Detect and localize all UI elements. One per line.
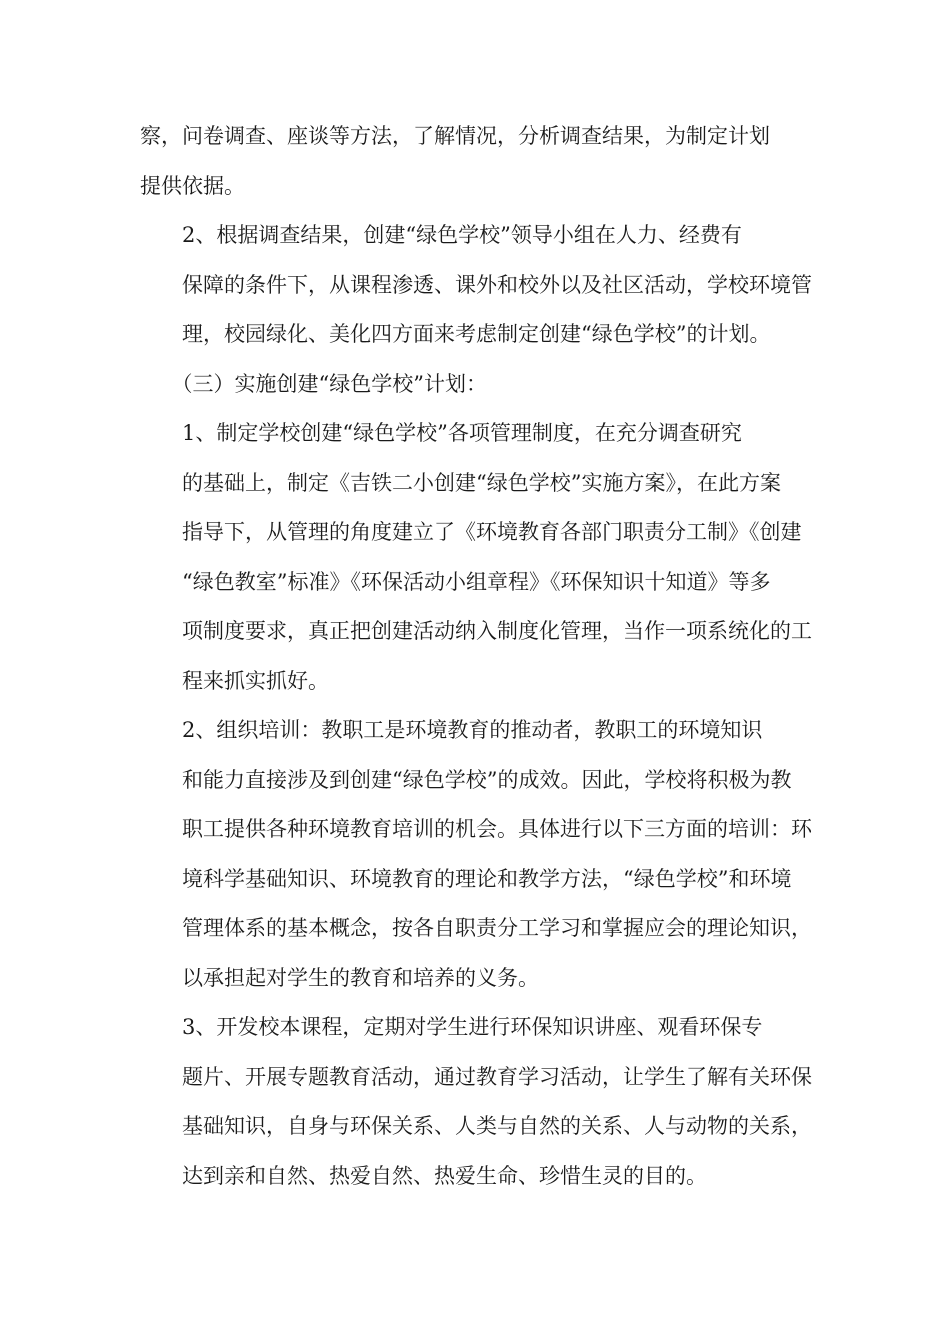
text-line: 察，问卷调查、座谈等方法，了解情况，分析调查结果，为制定计划 — [140, 124, 770, 148]
text-line: “绿色教室”标准》《环保活动小组章程》《环保知识十知道》等多 — [182, 569, 771, 594]
paragraph-item-3-curriculum — [140, 1003, 820, 1201]
text-line: 程来抓实抓好。 — [182, 668, 329, 693]
text-line: 和能力直接涉及到创建“绿色学校”的成效。因此，学校将积极为教 — [182, 767, 792, 792]
paragraph-item-2-plan — [140, 211, 820, 360]
section-heading — [140, 360, 820, 410]
text-line: 的基础上，制定《吉铁二小创建“绿色学校”实施方案》，在此方案 — [182, 470, 781, 495]
text-line: 基础知识，自身与环保关系、人类与自然的关系、人与动物的关系， — [182, 1114, 812, 1138]
text-line: 提供依据。 — [140, 173, 245, 198]
document-page — [140, 112, 820, 1201]
heading-text: （三）实施创建“绿色学校”计划： — [171, 371, 487, 396]
paragraph-item-1-rules — [140, 409, 820, 706]
text-line: 指导下，从管理的角度建立了《环境教育各部门职责分工制》《创建 — [182, 520, 802, 544]
text-line: 3、开发校本课程，定期对学生进行环保知识讲座、观看环保专 — [182, 1015, 763, 1039]
text-line: 理，校园绿化、美化四方面来考虑制定创建“绿色学校”的计划。 — [182, 322, 771, 346]
text-line: 题片、开展专题教育活动，通过教育学习活动，让学生了解有关环保 — [182, 1064, 812, 1089]
paragraph-continuation — [140, 112, 820, 211]
text-line: 2、根据调查结果，创建“绿色学校”领导小组在人力、经费有 — [182, 223, 742, 247]
text-line: 以承担起对学生的教育和培养的义务。 — [182, 965, 539, 990]
paragraph-item-2-training — [140, 706, 820, 1003]
text-line: 保障的条件下，从课程渗透、课外和校外以及社区活动，学校环境管 — [182, 272, 812, 297]
text-line: 1、制定学校创建“绿色学校”各项管理制度，在充分调查研究 — [182, 421, 742, 445]
text-line: 境科学基础知识、环境教育的理论和教学方法，“绿色学校”和环境 — [182, 866, 792, 891]
text-line: 达到亲和自然、热爱自然、热爱生命、珍惜生灵的目的。 — [182, 1163, 707, 1188]
text-line: 管理体系的基本概念，按各自职责分工学习和掌握应会的理论知识， — [182, 916, 812, 940]
text-line: 项制度要求，真正把创建活动纳入制度化管理，当作一项系统化的工 — [182, 619, 812, 643]
text-line: 职工提供各种环境教育培训的机会。具体进行以下三方面的培训：环 — [182, 817, 812, 841]
text-line: 2、组织培训：教职工是环境教育的推动者，教职工的环境知识 — [182, 718, 763, 742]
